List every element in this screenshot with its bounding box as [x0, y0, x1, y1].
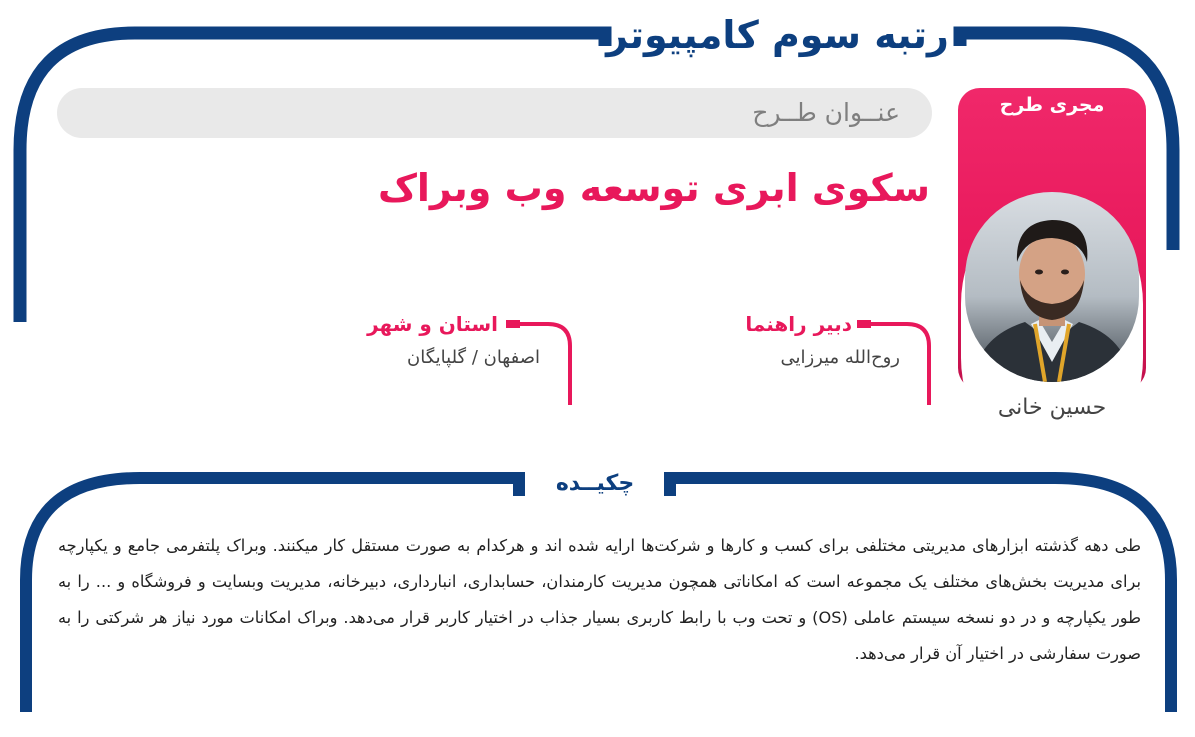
location-value: اصفهان / گلپایگان: [407, 347, 540, 368]
rank-title: رتبه سوم کامپیوتر: [606, 13, 949, 57]
executor-name: حسین خانی: [997, 395, 1107, 420]
project-title-label: عنــوان طــرح: [752, 98, 900, 127]
abstract-heading: چکیــده: [555, 471, 635, 496]
executor-label: مجری طرح: [999, 94, 1105, 116]
location-label: استان و شهر: [367, 312, 498, 336]
location-bracket-tip: [506, 320, 520, 328]
supervisor-bracket-tip: [857, 320, 871, 328]
person-photo-illustration: [965, 192, 1139, 382]
supervisor-label: دبیر راهنما: [745, 312, 852, 336]
abstract-text: طی دهه گذشته ابزارهای مدیریتی مختلفی برای کسب و کارها و شرکت‌ها ارایه شده اند و هرکدام به صورت مستقل کار میکنند. وبراک پلتفرمی جامع و یکپارچه برای مدیریت بخش‌های مختلف یک مجموعه است که امکاناتی همچون مدیریت کارمندان، حسابداری، انبارداری، دبیرخانه، مدیریت وبسایت و فروشگاه و ... را به طور یکپارچه و در دو نسخه سیستم عاملی (OS) و تحت وب با رابط کاربری بسیار جذاب در اختیار کاربر قرار می‌دهد. وبراک امکانات مورد نیاز هر شرکتی را به صورت سفارشی در اختیار آن قرار می‌دهد.: [58, 536, 1141, 663]
project-title-pill: [57, 88, 932, 138]
person-photo-icon: [965, 192, 1139, 382]
supervisor-name: روح‌الله میرزایی: [780, 347, 900, 368]
project-title: سکوی ابری توسعه وب وبراک: [377, 166, 930, 210]
